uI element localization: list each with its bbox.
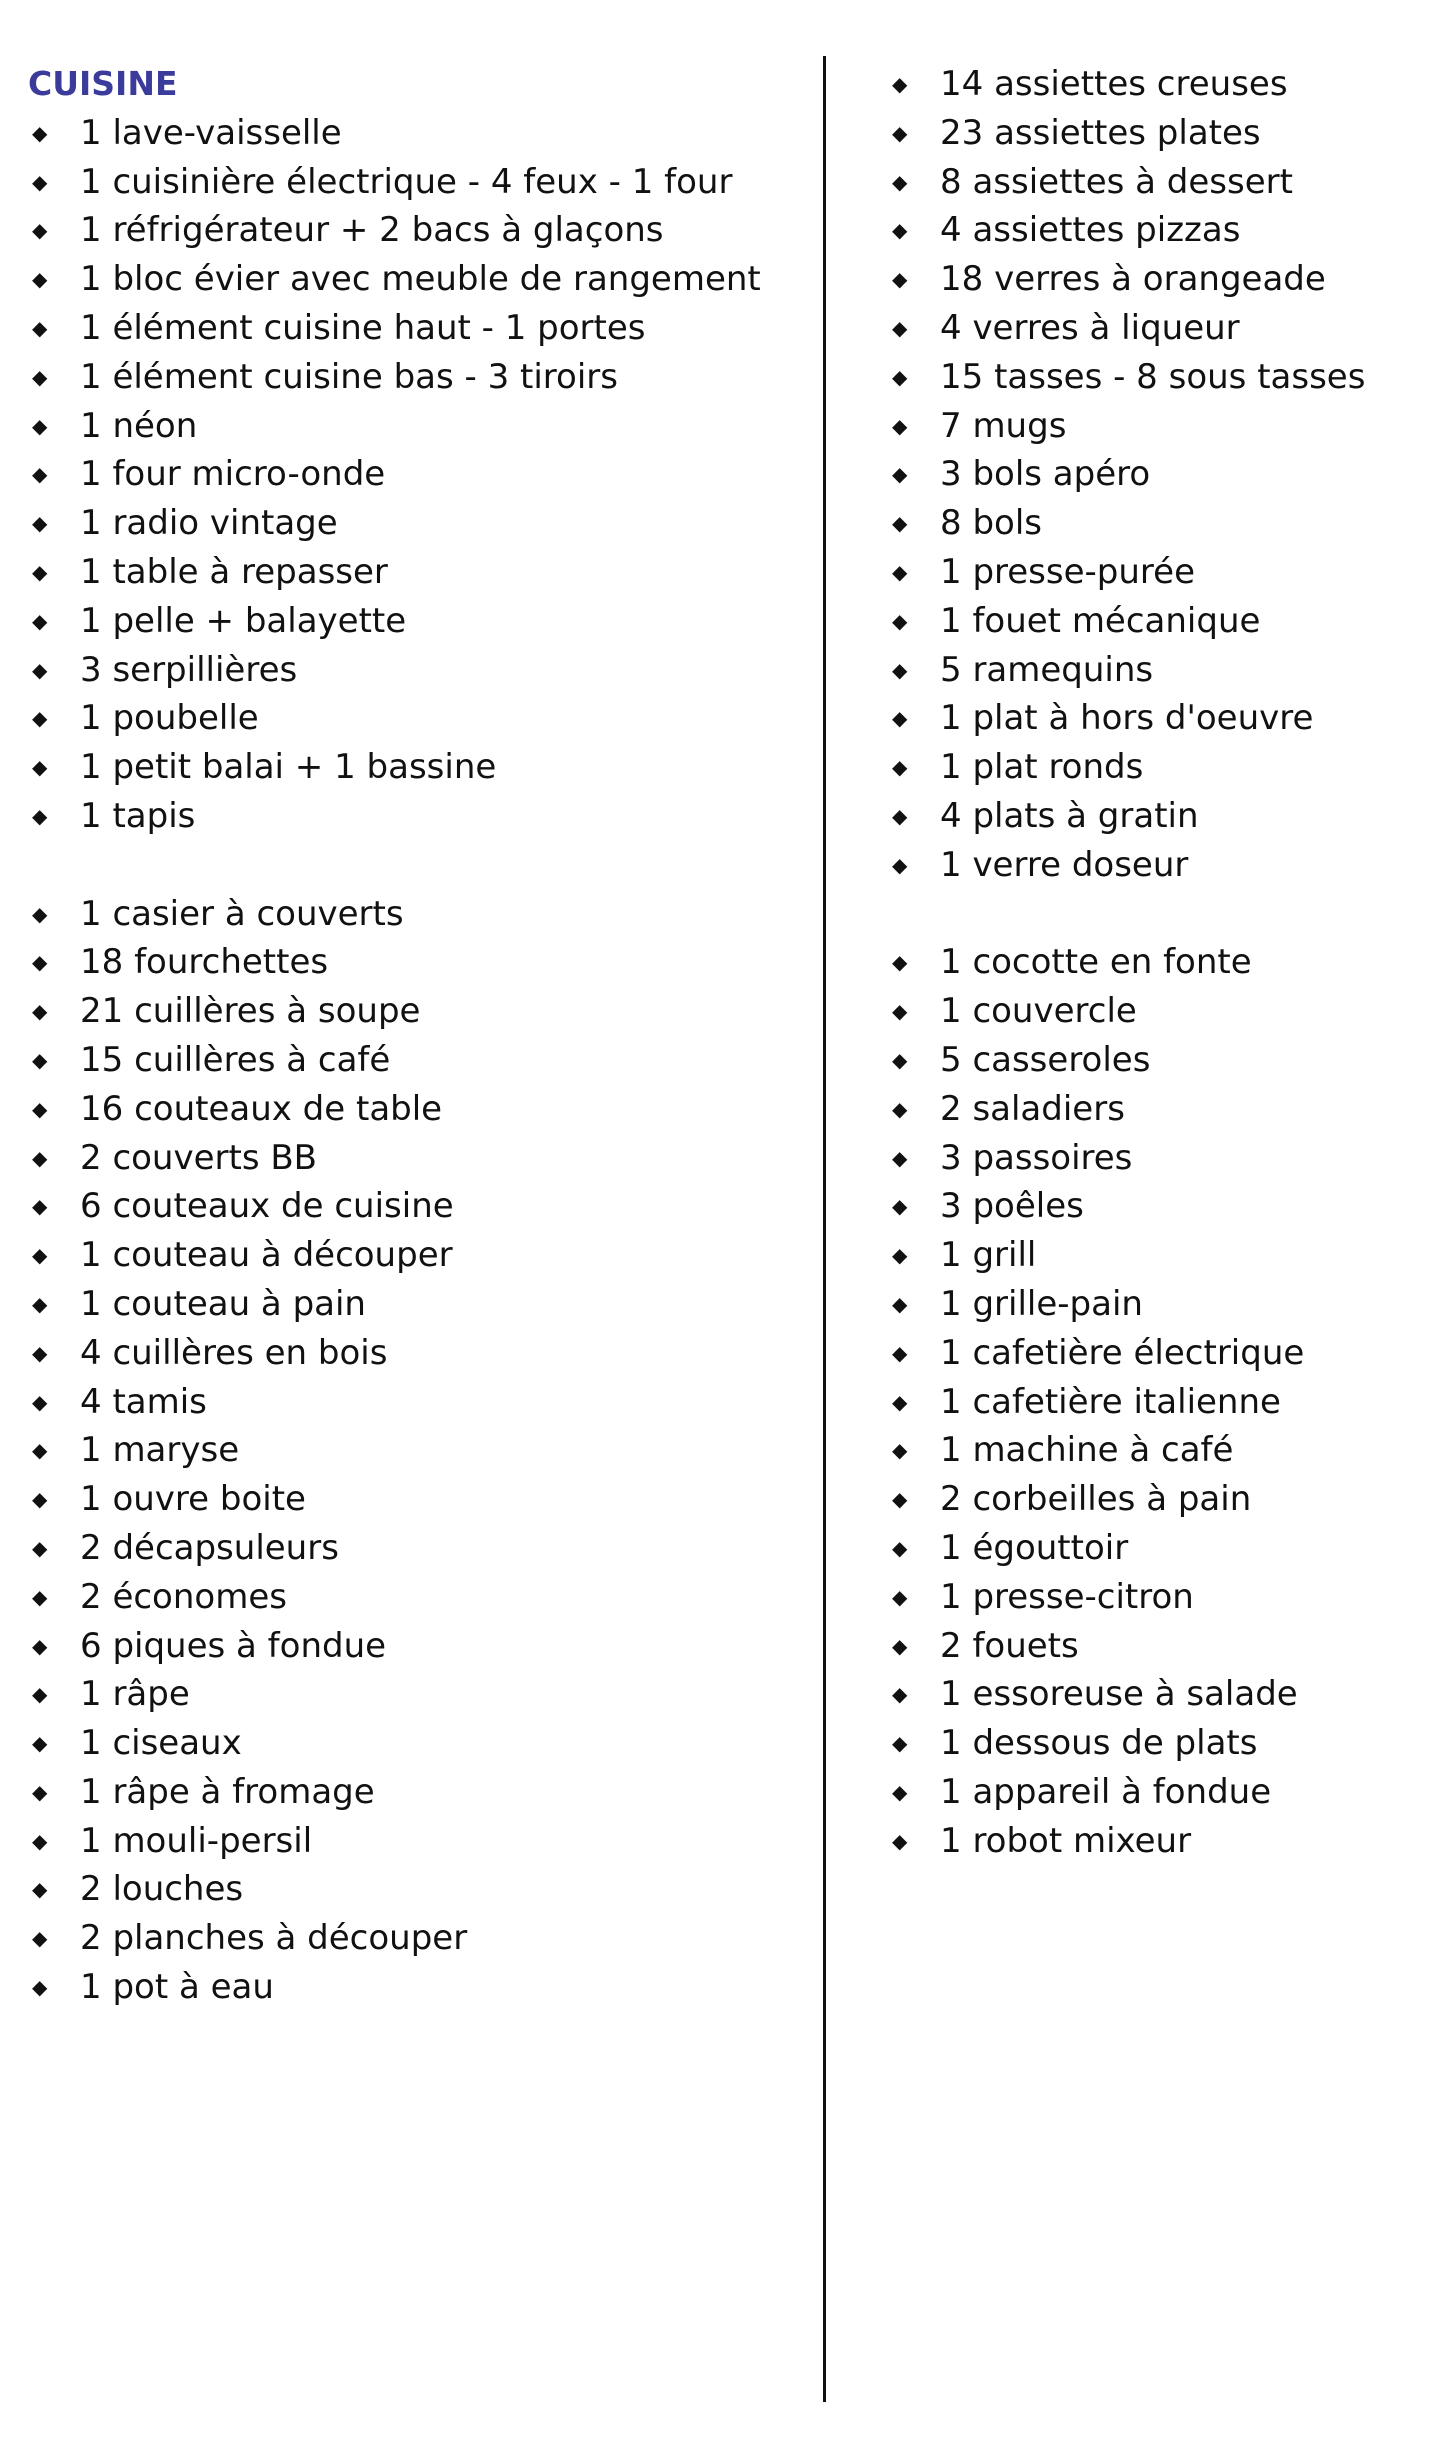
diamond-bullet-icon: ◆ — [32, 1633, 48, 1658]
list-item — [888, 1524, 1428, 1573]
diamond-bullet-icon: ◆ — [32, 1975, 48, 2000]
diamond-bullet-icon: ◆ — [32, 950, 48, 975]
diamond-bullet-icon: ◆ — [32, 755, 48, 780]
list-item-label: 2 couverts BB — [80, 1137, 318, 1178]
list-item — [28, 792, 808, 841]
left-column — [28, 60, 808, 2012]
diamond-bullet-icon: ◆ — [32, 218, 48, 243]
diamond-bullet-icon: ◆ — [32, 1535, 48, 1560]
list-item-label: 1 robot mixeur — [940, 1820, 1192, 1861]
list-item — [28, 1280, 808, 1329]
list-item-label: 1 tapis — [80, 795, 196, 836]
list-item-label: 1 néon — [80, 405, 198, 446]
diamond-bullet-icon: ◆ — [32, 901, 48, 926]
list-item — [888, 548, 1428, 597]
diamond-bullet-icon: ◆ — [892, 413, 908, 438]
list-item — [888, 743, 1428, 792]
list-item-label: 8 bols — [940, 503, 1042, 544]
list-item — [888, 1622, 1428, 1671]
diamond-bullet-icon: ◆ — [32, 1340, 48, 1365]
list-spacer — [888, 890, 1428, 939]
list-item — [28, 109, 808, 158]
diamond-bullet-icon: ◆ — [32, 1779, 48, 1804]
list-item-label: 3 poêles — [940, 1186, 1084, 1227]
list-spacer — [28, 841, 808, 890]
diamond-bullet-icon: ◆ — [892, 1584, 908, 1609]
list-item-label: 1 grill — [940, 1235, 1037, 1276]
list-item — [888, 792, 1428, 841]
list-item — [888, 597, 1428, 646]
list-item-label: 1 égouttoir — [940, 1527, 1129, 1568]
list-item — [28, 890, 808, 939]
list-item-label: 1 appareil à fondue — [940, 1771, 1272, 1812]
diamond-bullet-icon: ◆ — [32, 315, 48, 340]
list-item-label: 2 planches à découper — [80, 1918, 468, 1959]
list-item — [28, 255, 808, 304]
list-item — [28, 1134, 808, 1183]
list-item-label: 1 presse-citron — [940, 1576, 1194, 1617]
list-item — [888, 646, 1428, 695]
list-item — [28, 1426, 808, 1475]
list-item-label: 1 cafetière électrique — [940, 1332, 1305, 1373]
diamond-bullet-icon: ◆ — [32, 511, 48, 536]
diamond-bullet-icon: ◆ — [892, 218, 908, 243]
diamond-bullet-icon: ◆ — [32, 267, 48, 292]
list-item — [888, 1719, 1428, 1768]
diamond-bullet-icon: ◆ — [892, 511, 908, 536]
diamond-bullet-icon: ◆ — [892, 1243, 908, 1268]
diamond-bullet-icon: ◆ — [892, 364, 908, 389]
list-item — [28, 1817, 808, 1866]
list-item-label: 3 serpillières — [80, 649, 298, 690]
list-item-label: 1 élément cuisine bas - 3 tiroirs — [80, 356, 618, 397]
diamond-bullet-icon: ◆ — [892, 1145, 908, 1170]
list-item-label: 1 râpe — [80, 1674, 190, 1715]
diamond-bullet-icon: ◆ — [32, 1389, 48, 1414]
diamond-bullet-icon: ◆ — [892, 315, 908, 340]
diamond-bullet-icon: ◆ — [32, 364, 48, 389]
diamond-bullet-icon: ◆ — [892, 1194, 908, 1219]
list-item — [888, 353, 1428, 402]
list-item — [888, 1475, 1428, 1524]
list-item-label: 1 table à repasser — [80, 551, 388, 592]
list-item-label: 14 assiettes creuses — [940, 64, 1288, 104]
diamond-bullet-icon: ◆ — [32, 559, 48, 584]
diamond-bullet-icon: ◆ — [892, 1291, 908, 1316]
diamond-bullet-icon: ◆ — [32, 1243, 48, 1268]
list-item — [28, 646, 808, 695]
diamond-bullet-icon: ◆ — [32, 657, 48, 682]
list-item — [888, 158, 1428, 207]
diamond-bullet-icon: ◆ — [892, 852, 908, 877]
diamond-bullet-icon: ◆ — [32, 1731, 48, 1756]
list-item-label: 15 tasses - 8 sous tasses — [940, 356, 1366, 397]
list-item-label: 6 piques à fondue — [80, 1625, 387, 1666]
diamond-bullet-icon: ◆ — [892, 267, 908, 292]
list-item — [888, 987, 1428, 1036]
list-item-label: 18 fourchettes — [80, 942, 329, 983]
diamond-bullet-icon: ◆ — [892, 1779, 908, 1804]
list-item — [888, 938, 1428, 987]
list-item — [28, 1670, 808, 1719]
diamond-bullet-icon: ◆ — [892, 608, 908, 633]
list-item — [28, 206, 808, 255]
list-item-label: 4 assiettes pizzas — [940, 210, 1241, 251]
list-item-label: 1 élément cuisine haut - 1 portes — [80, 307, 646, 348]
diamond-bullet-icon: ◆ — [32, 1145, 48, 1170]
list-item-label: 1 pot à eau — [80, 1967, 274, 2008]
list-item-label: 1 lave-vaisselle — [80, 112, 342, 153]
list-item — [28, 499, 808, 548]
diamond-bullet-icon: ◆ — [892, 950, 908, 975]
list-item-label: 1 couvercle — [940, 991, 1137, 1032]
list-item-label: 1 couteau à découper — [80, 1235, 453, 1276]
list-item-label: 2 louches — [80, 1869, 244, 1910]
list-item-label: 2 décapsuleurs — [80, 1527, 339, 1568]
list-item-label: 2 corbeilles à pain — [940, 1479, 1252, 1520]
list-item — [888, 841, 1428, 890]
diamond-bullet-icon: ◆ — [32, 462, 48, 487]
diamond-bullet-icon: ◆ — [892, 1828, 908, 1853]
diamond-bullet-icon: ◆ — [892, 999, 908, 1024]
diamond-bullet-icon: ◆ — [32, 413, 48, 438]
diamond-bullet-icon: ◆ — [892, 169, 908, 194]
list-item-label: 1 grille-pain — [940, 1283, 1143, 1324]
diamond-bullet-icon: ◆ — [892, 1633, 908, 1658]
list-item-label: 1 poubelle — [80, 698, 259, 739]
list-item-label: 5 ramequins — [940, 649, 1154, 690]
list-item — [888, 694, 1428, 743]
diamond-bullet-icon: ◆ — [32, 1096, 48, 1121]
list-item — [28, 694, 808, 743]
list-item-label: 1 ouvre boite — [80, 1479, 306, 1520]
list-item-label: 1 bloc évier avec meuble de rangement — [80, 259, 761, 300]
list-item — [888, 304, 1428, 353]
list-item-label: 4 verres à liqueur — [940, 307, 1240, 348]
list-item-label: 1 cafetière italienne — [940, 1381, 1281, 1422]
list-item-label: 1 cocotte en fonte — [940, 942, 1252, 983]
list-item-label: 5 casseroles — [940, 1039, 1151, 1080]
list-item — [888, 1817, 1428, 1866]
diamond-bullet-icon: ◆ — [32, 1926, 48, 1951]
list-item-label: 1 plat ronds — [940, 747, 1144, 788]
list-item — [888, 1768, 1428, 1817]
list-item — [28, 1914, 808, 1963]
list-item-label: 1 petit balai + 1 bassine — [80, 747, 497, 788]
diamond-bullet-icon: ◆ — [892, 706, 908, 731]
list-item — [28, 1329, 808, 1378]
list-item — [888, 1231, 1428, 1280]
diamond-bullet-icon: ◆ — [32, 169, 48, 194]
list-item-label: 8 assiettes à dessert — [940, 161, 1293, 202]
list-item-label: 23 assiettes plates — [940, 112, 1261, 153]
diamond-bullet-icon: ◆ — [892, 1438, 908, 1463]
list-item-label: 2 saladiers — [940, 1088, 1125, 1129]
list-item-label: 1 radio vintage — [80, 503, 338, 544]
list-item — [28, 1719, 808, 1768]
list-item — [888, 450, 1428, 499]
list-item — [28, 1573, 808, 1622]
list-item-label: 1 plat à hors d'oeuvre — [940, 698, 1314, 739]
list-item-label: 1 casier à couverts — [80, 893, 404, 934]
diamond-bullet-icon: ◆ — [32, 1194, 48, 1219]
diamond-bullet-icon: ◆ — [892, 1682, 908, 1707]
diamond-bullet-icon: ◆ — [892, 72, 908, 96]
list-item — [888, 402, 1428, 451]
list-item — [28, 1182, 808, 1231]
list-item — [888, 1280, 1428, 1329]
diamond-bullet-icon: ◆ — [32, 803, 48, 828]
list-item-label: 4 plats à gratin — [940, 795, 1199, 836]
diamond-bullet-icon: ◆ — [892, 803, 908, 828]
list-item — [888, 1085, 1428, 1134]
list-item-label: 1 dessous de plats — [940, 1723, 1258, 1764]
diamond-bullet-icon: ◆ — [32, 1877, 48, 1902]
left-list-group-1 — [28, 109, 808, 841]
list-item — [28, 1865, 808, 1914]
list-item — [888, 109, 1428, 158]
list-item-label: 15 cuillères à café — [80, 1039, 391, 1080]
list-item — [28, 548, 808, 597]
list-item-label: 1 maryse — [80, 1430, 240, 1471]
diamond-bullet-icon: ◆ — [32, 1047, 48, 1072]
diamond-bullet-icon: ◆ — [32, 1828, 48, 1853]
list-item-label: 4 tamis — [80, 1381, 207, 1422]
list-item — [888, 1134, 1428, 1183]
diamond-bullet-icon: ◆ — [892, 657, 908, 682]
list-item-label: 3 bols apéro — [940, 454, 1151, 495]
list-item — [28, 1524, 808, 1573]
diamond-bullet-icon: ◆ — [32, 1291, 48, 1316]
list-item-label: 1 ciseaux — [80, 1723, 242, 1764]
diamond-bullet-icon: ◆ — [32, 120, 48, 145]
list-item — [28, 938, 808, 987]
list-item-label: 16 couteaux de table — [80, 1088, 443, 1129]
list-item-label: 1 mouli-persil — [80, 1820, 313, 1861]
list-item — [888, 1378, 1428, 1427]
diamond-bullet-icon: ◆ — [892, 1487, 908, 1512]
diamond-bullet-icon: ◆ — [892, 1389, 908, 1414]
list-item-label: 3 passoires — [940, 1137, 1133, 1178]
list-item — [888, 499, 1428, 548]
list-item — [28, 1036, 808, 1085]
list-item — [888, 1573, 1428, 1622]
diamond-bullet-icon: ◆ — [892, 120, 908, 145]
right-column — [888, 60, 1428, 1865]
list-item — [888, 1329, 1428, 1378]
list-item-label: 4 cuillères en bois — [80, 1332, 388, 1373]
list-item — [888, 255, 1428, 304]
list-item — [28, 743, 808, 792]
list-item — [28, 1085, 808, 1134]
right-list-group-1 — [888, 60, 1428, 890]
list-item — [28, 1963, 808, 2012]
list-item — [28, 353, 808, 402]
list-item-label: 18 verres à orangeade — [940, 259, 1326, 300]
list-item — [28, 158, 808, 207]
list-item — [28, 1768, 808, 1817]
list-item — [888, 1670, 1428, 1719]
list-item — [28, 450, 808, 499]
list-item — [888, 206, 1428, 255]
list-item — [28, 987, 808, 1036]
diamond-bullet-icon: ◆ — [892, 1340, 908, 1365]
column-divider — [823, 56, 826, 2402]
list-item-label: 1 fouet mécanique — [940, 600, 1261, 641]
diamond-bullet-icon: ◆ — [892, 559, 908, 584]
diamond-bullet-icon: ◆ — [32, 706, 48, 731]
list-item — [28, 304, 808, 353]
diamond-bullet-icon: ◆ — [892, 1535, 908, 1560]
list-item — [28, 1475, 808, 1524]
list-item-label: 1 pelle + balayette — [80, 600, 407, 641]
list-item-label: 2 économes — [80, 1576, 287, 1617]
list-item — [888, 1182, 1428, 1231]
list-item-label: 1 essoreuse à salade — [940, 1674, 1298, 1715]
diamond-bullet-icon: ◆ — [892, 1731, 908, 1756]
list-item-label: 21 cuillères à soupe — [80, 991, 421, 1032]
list-item-label: 7 mugs — [940, 405, 1067, 446]
list-item-label: 1 réfrigérateur + 2 bacs à glaçons — [80, 210, 664, 251]
list-item — [888, 60, 1428, 109]
list-item — [28, 1622, 808, 1671]
diamond-bullet-icon: ◆ — [892, 1047, 908, 1072]
left-list-group-2 — [28, 890, 808, 2012]
list-item — [28, 402, 808, 451]
diamond-bullet-icon: ◆ — [32, 1682, 48, 1707]
diamond-bullet-icon: ◆ — [32, 1487, 48, 1512]
list-item — [28, 1378, 808, 1427]
list-item — [888, 1426, 1428, 1475]
diamond-bullet-icon: ◆ — [32, 608, 48, 633]
list-item-label: 6 couteaux de cuisine — [80, 1186, 454, 1227]
list-item-label: 1 râpe à fromage — [80, 1771, 375, 1812]
list-item — [28, 597, 808, 646]
list-item-label: 1 presse-purée — [940, 551, 1195, 592]
section-title: CUISINE — [28, 64, 178, 103]
list-item — [28, 1231, 808, 1280]
list-item-label: 1 cuisinière électrique - 4 feux - 1 four — [80, 161, 733, 202]
list-item-label: 1 verre doseur — [940, 844, 1189, 885]
diamond-bullet-icon: ◆ — [32, 999, 48, 1024]
diamond-bullet-icon: ◆ — [892, 1096, 908, 1121]
list-item-label: 1 couteau à pain — [80, 1283, 366, 1324]
list-item-label: 1 four micro-onde — [80, 454, 386, 495]
list-item-label: 2 fouets — [940, 1625, 1079, 1666]
diamond-bullet-icon: ◆ — [892, 462, 908, 487]
diamond-bullet-icon: ◆ — [892, 755, 908, 780]
diamond-bullet-icon: ◆ — [32, 1584, 48, 1609]
right-list-group-2 — [888, 938, 1428, 1865]
diamond-bullet-icon: ◆ — [32, 1438, 48, 1463]
list-item-label: 1 machine à café — [940, 1430, 1234, 1471]
list-item — [888, 1036, 1428, 1085]
